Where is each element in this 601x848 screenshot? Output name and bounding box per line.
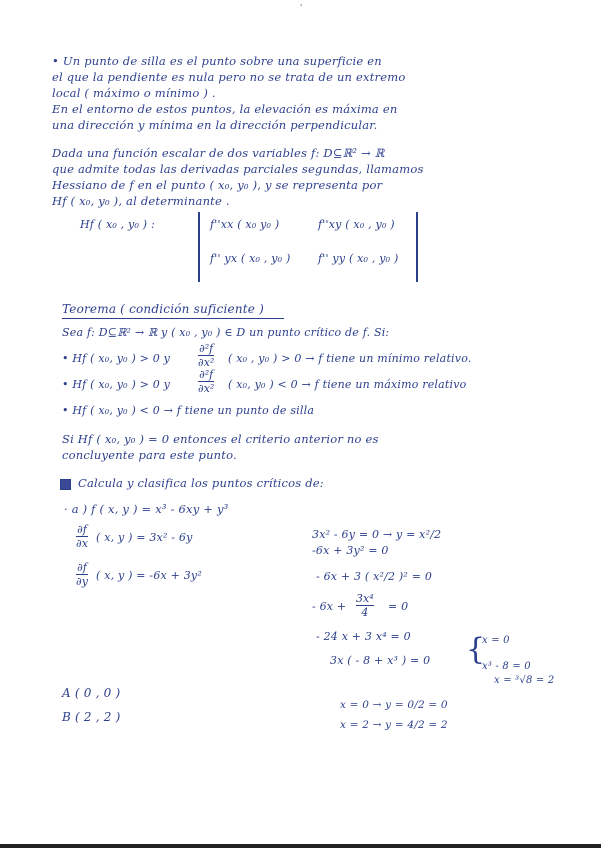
hessian-line-2: que admite todas las derivadas parciales segundas, llamamos [52, 162, 424, 176]
check-1: x = 0 → y = 0/2 = 0 [340, 699, 448, 711]
work-step-6: 3x ( - 8 + x³ ) = 0 [330, 654, 431, 667]
partial-y-den: ∂y [76, 575, 88, 588]
intro-line-2: el que la pendiente es nula pero no se trata de un extremo [52, 70, 406, 84]
work-step-3: - 6x + 3 ( x²/2 )² = 0 [316, 570, 433, 583]
theorem-bullet-2-fraction [198, 369, 214, 394]
theorem-bullet-1-den: ∂x² [198, 356, 215, 369]
exercise-function: · a ) f ( x, y ) = x³ - 6xy + y³ [64, 502, 229, 516]
check-2: x = 2 → y = 4/2 = 2 [340, 719, 448, 731]
partial-y-fraction [76, 562, 88, 587]
work-step-5: - 24 x + 3 x⁴ = 0 [316, 630, 411, 643]
theorem-line-1: Sea f: D⊆ℝ² → ℝ y ( x₀ , y₀ ) ∈ D un punto crítico de f. Si: [62, 326, 390, 339]
scan-bottom-edge [0, 844, 601, 848]
theorem-bullet-1-fraction [198, 343, 214, 368]
root-1: x = 0 [482, 635, 510, 646]
determinant-left-bar [198, 212, 200, 282]
work-step-4-num: 3x⁴ [356, 592, 374, 605]
theorem-bullet-2-num: ∂²f [199, 368, 214, 381]
hessian-line-4: Hf ( x₀, y₀ ), al determinante . [52, 194, 230, 208]
root-2: x³ - 8 = 0 [482, 661, 531, 672]
exercise-title: Calcula y clasifica los puntos críticos de: [78, 476, 324, 490]
work-step-4-a: - 6x + [312, 600, 347, 613]
theorem-note-1: Si Hf ( x₀, y₀ ) = 0 entonces el criterio anterior no es [62, 432, 379, 446]
partial-x-rhs: ( x, y ) = 3x² - 6y [96, 531, 193, 544]
theorem-title: Teorema ( condición suficiente ) [62, 302, 264, 316]
theorem-title-underline [62, 318, 284, 319]
partial-x-fraction [76, 524, 88, 549]
critical-point-b: B ( 2 , 2 ) [62, 710, 121, 724]
theorem-bullet-3: • Hf ( x₀, y₀ ) < 0 → f tiene un punto de silla [62, 404, 315, 417]
intro-line-1: • Un punto de silla es el punto sobre una superficie en [52, 54, 382, 68]
work-step-4-den: 4 [361, 606, 369, 619]
work-step-4-b: = 0 [388, 600, 409, 613]
work-step-1: 3x² - 6y = 0 → y = x²/2 [312, 528, 442, 541]
intro-line-5: una dirección y mínima en la dirección perpendicular. [52, 118, 378, 132]
intro-line-3: local ( máximo o mínimo ) . [52, 86, 216, 100]
page-mark: ' [300, 3, 303, 12]
matrix-a11: f''xx ( x₀ y₀ ) [210, 218, 280, 231]
hessian-line-1: Dada una función escalar de dos variables f: D⊆ℝ² → ℝ [52, 146, 385, 160]
theorem-note-2: concluyente para este punto. [62, 448, 237, 462]
hessian-lhs: Hf ( x₀ , y₀ ) : [80, 218, 155, 231]
hessian-line-3: Hessiano de f en el punto ( x₀, y₀ ), y se representa por [52, 178, 383, 192]
matrix-a12: f''xy ( x₀ , y₀ ) [318, 218, 395, 231]
partial-x-den: ∂x [76, 537, 88, 550]
theorem-bullet-2-post: ( x₀, y₀ ) < 0 → f tiene un máximo relativo [228, 378, 467, 391]
theorem-bullet-2-pre: • Hf ( x₀, y₀ ) > 0 y [62, 378, 171, 391]
root-3: x = ³√8 = 2 [494, 675, 555, 686]
partial-x-num: ∂f [77, 523, 87, 536]
determinant-right-bar [416, 212, 418, 282]
exercise-checkbox-icon [60, 479, 71, 490]
partial-y-rhs: ( x, y ) = -6x + 3y² [96, 569, 202, 582]
matrix-a22: f'' yy ( x₀ , y₀ ) [318, 252, 399, 265]
theorem-bullet-1-post: ( x₀ , y₀ ) > 0 → f tiene un mínimo relativo. [228, 352, 472, 365]
theorem-bullet-1-num: ∂²f [199, 342, 214, 355]
work-step-4-fraction [356, 593, 374, 618]
critical-point-a: A ( 0 , 0 ) [62, 686, 121, 700]
theorem-bullet-2-den: ∂x² [198, 382, 215, 395]
work-step-2: -6x + 3y² = 0 [312, 544, 389, 557]
roots-brace: { [466, 632, 486, 667]
theorem-bullet-1-pre: • Hf ( x₀, y₀ ) > 0 y [62, 352, 171, 365]
matrix-a21: f'' yx ( x₀ , y₀ ) [210, 252, 291, 265]
partial-y-num: ∂f [77, 561, 87, 574]
intro-line-4: En el entorno de estos puntos, la elevación es máxima en [52, 102, 398, 116]
